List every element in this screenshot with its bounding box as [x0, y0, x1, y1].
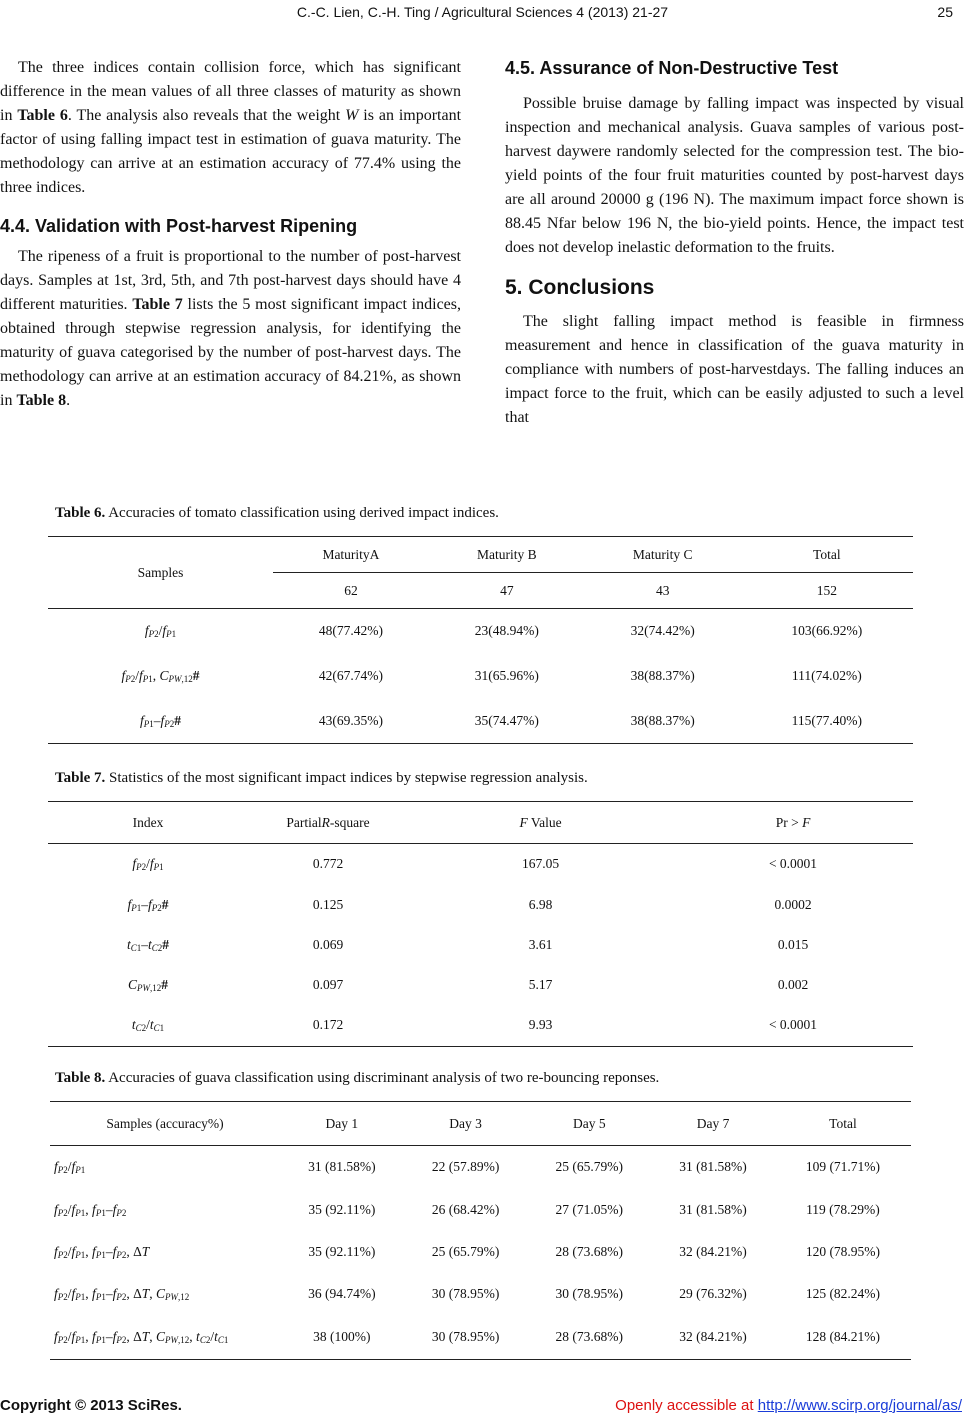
table-cell: 32 (84.21%)	[679, 1329, 747, 1345]
table6-caption: Table 6. Accuracies of tomato classification using derived impact indices.	[55, 505, 499, 521]
section-heading-4-4: 4.4. Validation with Post-harvest Ripening	[0, 216, 358, 236]
table7	[48, 801, 913, 1047]
table6-col-header: MaturityA	[273, 537, 429, 573]
table7-row-label: $f_{P1}-f_{P2}\#$	[127, 896, 169, 913]
table-cell: 42(67.74%)	[318, 668, 383, 683]
table-cell: 28 (73.68%)	[555, 1329, 624, 1345]
table-cell: 0.772	[312, 856, 344, 872]
table6-count: 47	[500, 582, 514, 598]
table8-header: Day 7	[696, 1115, 730, 1131]
table-cell: 30 (78.95%)	[431, 1286, 500, 1301]
table-row	[48, 885, 913, 925]
table6-row-label: $f_{P1}-f_{P2}\#$	[139, 712, 182, 729]
table8-row-label: $f_{P2}/f_{P1}$, $f_{P1}-f_{P2}$, ΔT	[54, 1243, 150, 1260]
table-cell: 0.125	[312, 896, 344, 912]
table6-count: 62	[344, 582, 358, 598]
table-row	[48, 654, 913, 699]
table-cell: 27 (71.05%)	[555, 1201, 624, 1217]
table-cell: < 0.0001	[768, 856, 818, 872]
table-cell: 167.05	[521, 856, 560, 872]
table-cell: 119 (78.29%)	[806, 1201, 880, 1217]
table-cell: 31 (81.58%)	[679, 1201, 747, 1217]
table-cell: 32 (84.21%)	[679, 1243, 747, 1259]
table-row	[50, 1146, 911, 1189]
table-row	[50, 1316, 911, 1360]
table-row	[48, 844, 913, 885]
table7-header-index: Index	[132, 814, 164, 830]
table8-header: Day 5	[572, 1115, 606, 1131]
table8-row-label: $f_{P2}/f_{P1}$, $f_{P1}-f_{P2}$, ΔT, $C_{PW,12}$	[54, 1286, 190, 1302]
table-cell: 30 (78.95%)	[555, 1286, 624, 1301]
table7-row-label: $t_{C1}-t_{C2}\#$	[126, 936, 170, 953]
table6-count: 152	[816, 582, 837, 598]
table6-samples-header: Samples	[137, 564, 184, 580]
table-row	[50, 1231, 911, 1273]
table-row	[48, 925, 913, 965]
open-access-notice: Openly accessible at http://www.scirp.org/journal/as/	[615, 1397, 962, 1414]
table-cell: 35 (92.11%)	[308, 1243, 376, 1259]
table7-header-fvalue: F Value	[519, 814, 562, 830]
table-cell: 38 (100%)	[313, 1329, 371, 1345]
table-row	[50, 1189, 911, 1231]
table-row	[48, 1005, 913, 1047]
table-cell: 22 (57.89%)	[431, 1159, 500, 1175]
table8-row-label: $f_{P2}/f_{P1}$, $f_{P1}-f_{P2}$	[54, 1201, 127, 1218]
table-row	[48, 965, 913, 1005]
table-cell: 25 (65.79%)	[431, 1243, 500, 1259]
table-cell: 43(69.35%)	[318, 712, 383, 728]
table8-row-label: $f_{P2}/f_{P1}$, $f_{P1}-f_{P2}$, ΔT, $C_{PW,12}$, $t_{C2}/t_{C1}$	[54, 1329, 229, 1346]
table-cell: 29 (76.32%)	[679, 1286, 747, 1301]
table-cell: 31(65.96%)	[474, 668, 539, 683]
table-cell: 0.097	[312, 976, 344, 992]
table-cell: 38(88.37%)	[630, 712, 695, 728]
table-cell: 36 (94.74%)	[308, 1286, 376, 1301]
table-cell: 26 (68.42%)	[431, 1201, 500, 1217]
table-cell: 25 (65.79%)	[555, 1159, 624, 1175]
table-cell: 35(74.47%)	[474, 712, 539, 728]
table-cell: 32(74.42%)	[630, 623, 695, 639]
table-cell: 125 (82.24%)	[805, 1286, 881, 1301]
table8-header: Samples (accuracy%)	[106, 1115, 224, 1131]
paragraph-post-harvest: The ripeness of a fruit is proportional to the number of post-harvest days. Samples at 1st, 3rd, 5th, and 7th post-harvest days should have 4 different maturities. Table 7 lists the 5 most significant impact indices, obtained through stepwise regression analysis, for identifying the maturity of guava categorised by the number of post-harvest days. The methodology can arrive at an estimation accuracy of 84.21%, as shown in Table 8.	[0, 248, 461, 409]
table-cell: 3.61	[528, 936, 553, 952]
table-cell: 31 (81.58%)	[679, 1159, 747, 1175]
table6-ref[interactable]: Table 6	[17, 107, 68, 124]
paragraph-indices: The three indices contain collision force, which has significant difference in the mean values of all three classes of maturity as shown in Table 6. The analysis also reveals that the weight W is an important factor of using falling impact test in estimation of guava maturity. The methodology can arrive at an estimation accuracy of 77.4% using the three indices.	[0, 59, 462, 196]
table7-header-pr: Pr > F	[775, 814, 811, 830]
table8-header: Total	[829, 1115, 857, 1131]
table-row	[50, 1273, 911, 1316]
table8-caption: Table 8. Accuracies of guava classification using discriminant analysis of two re-bouncing reponses.	[55, 1070, 660, 1086]
table-cell: 120 (78.95%)	[805, 1243, 881, 1259]
table8-header: Day 1	[325, 1115, 359, 1131]
running-title: C.-C. Lien, C.-H. Ting / Agricultural Sciences 4 (2013) 21-27	[296, 4, 669, 20]
table7-row-label: $C_{PW,12}\#$	[127, 976, 168, 993]
page-number: 25	[937, 4, 953, 20]
table-row	[48, 609, 913, 654]
table6-count: 43	[655, 582, 670, 598]
left-column	[0, 56, 461, 413]
table-cell: 0.069	[312, 936, 344, 952]
section-heading-4-5: 4.5. Assurance of Non-Destructive Test	[505, 58, 839, 78]
table-cell: 111(74.02%)	[791, 668, 862, 683]
table8	[50, 1101, 911, 1360]
table-cell: 9.93	[528, 1017, 553, 1033]
journal-link[interactable]: http://www.scirp.org/journal/as/	[757, 1397, 962, 1414]
table-cell: 31 (81.58%)	[308, 1159, 376, 1175]
table-cell: 103(66.92%)	[791, 623, 863, 639]
table6	[48, 536, 913, 744]
table-cell: 0.015	[777, 936, 809, 952]
table7-ref[interactable]: Table 7	[132, 296, 183, 313]
table-cell: 109 (71.71%)	[805, 1159, 881, 1175]
paragraph-conclusions: The slight falling impact method is feasible in firmness measurement and hence in classification of the guava maturity in compliance with numbers of post-harvestdays. The falling induces an impact force to the fruit, which can be easily adjusted to such a level that	[505, 313, 964, 426]
table-cell: 0.002	[777, 976, 809, 992]
table7-row-label: $t_{C2}/t_{C1}$	[131, 1017, 165, 1034]
table7-header-rsquare: PartialR-square	[286, 814, 370, 830]
table8-ref[interactable]: Table 8	[16, 392, 67, 409]
table-cell: 6.98	[528, 896, 553, 912]
table7-caption: Table 7. Statistics of the most significant impact indices by stepwise regression analysis.	[55, 770, 588, 786]
table-cell: 28 (73.68%)	[555, 1243, 624, 1259]
table-cell: 128 (84.21%)	[805, 1329, 881, 1345]
table6-row-label: $f_{P2}/f_{P1}$	[144, 623, 177, 640]
paragraph-non-destructive: Possible bruise damage by falling impact was inspected by visual inspection and mechanical analysis. Guava samples of various post-harvest daywere randomly selected for the compression test. The bio-yield points of the four fruit maturities counted by post-harvest days are all around 20000 g (196 N). The maximum impact force shown is 88.45 Nfar below 196 N, the bio-yield points. Hence, the impact test does not develop inelastic deformation to the fruits.	[505, 95, 964, 256]
table8-header: Day 3	[449, 1115, 482, 1131]
right-column	[505, 56, 964, 430]
table-cell: 30 (78.95%)	[431, 1329, 500, 1345]
table-cell: 48(77.42%)	[318, 623, 383, 639]
copyright-notice: Copyright © 2013 SciRes.	[0, 1397, 182, 1414]
table6-col-header: Maturity C	[585, 537, 741, 573]
table6-row-label: $f_{P2}/f_{P1}$, $C_{PW,12}\#$	[121, 668, 200, 684]
section-heading-5: 5. Conclusions	[505, 276, 655, 299]
table-cell: < 0.0001	[768, 1017, 818, 1033]
table-cell: 35 (92.11%)	[308, 1201, 376, 1217]
table-row	[48, 699, 913, 744]
table7-row-label: $f_{P2}/f_{P1}$	[132, 856, 164, 873]
table6-col-header: Total	[741, 537, 913, 573]
table-cell: 0.172	[312, 1017, 344, 1033]
table-cell: 0.0002	[774, 896, 812, 912]
table-cell: 5.17	[528, 976, 553, 992]
table-cell: 23(48.94%)	[474, 623, 539, 639]
table8-row-label: $f_{P2}/f_{P1}$	[54, 1159, 86, 1176]
table-cell: 38(88.37%)	[630, 668, 695, 683]
table-cell: 115(77.40%)	[791, 712, 863, 728]
table6-col-header: Maturity B	[429, 537, 585, 573]
